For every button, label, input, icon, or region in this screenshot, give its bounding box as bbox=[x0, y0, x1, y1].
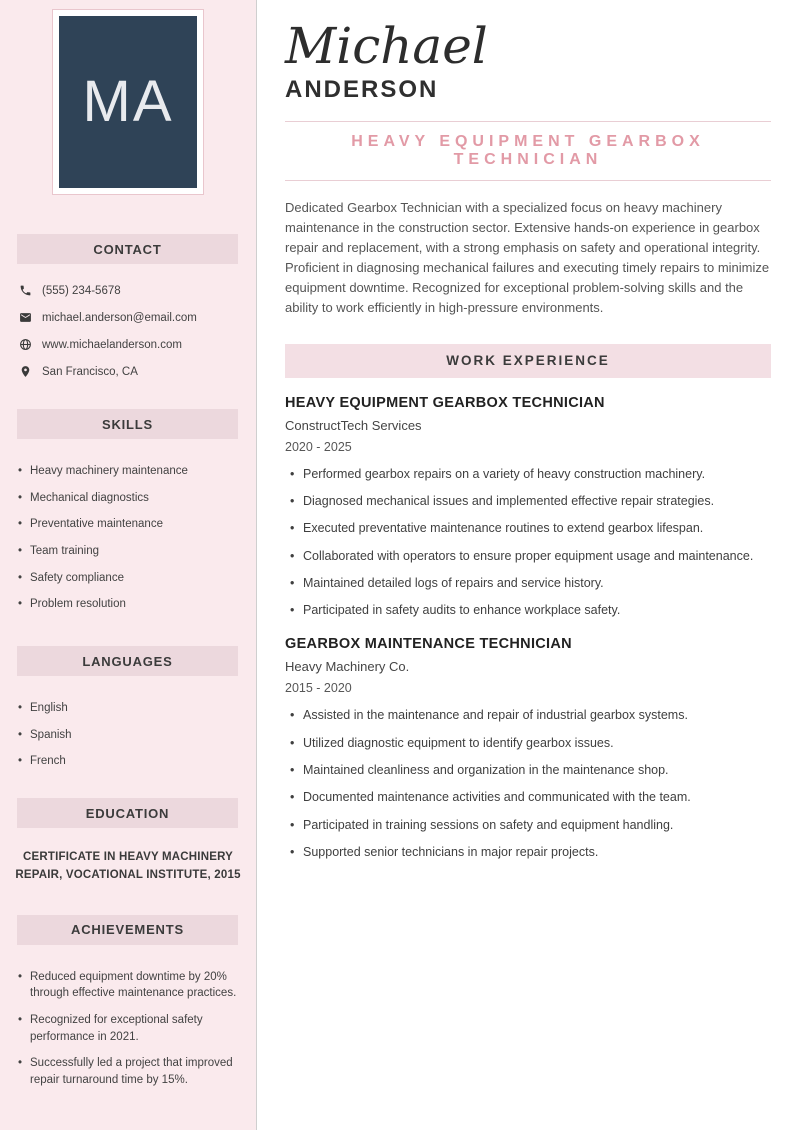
contact-phone-text: (555) 234-5678 bbox=[42, 284, 121, 297]
job-title: HEAVY EQUIPMENT GEARBOX TECHNICIAN bbox=[285, 394, 605, 411]
job-bullet: • Diagnosed mechanical issues and implemented effective repair strategies. bbox=[303, 493, 771, 510]
globe-icon bbox=[19, 338, 32, 351]
contact-location-text: San Francisco, CA bbox=[42, 365, 138, 378]
achievement-item: • Recognized for exceptional safety performance in 2021. bbox=[30, 1012, 242, 1045]
job-bullet: • Executed preventative maintenance routines to extend gearbox lifespan. bbox=[303, 520, 771, 537]
skill-item: • Heavy machinery maintenance bbox=[30, 463, 242, 480]
job-entry bbox=[285, 395, 771, 620]
skill-item: • Mechanical diagnostics bbox=[30, 490, 242, 507]
job-bullet: • Maintained detailed logs of repairs and service history. bbox=[303, 575, 771, 592]
job-company: Heavy Machinery Co. bbox=[285, 659, 410, 675]
skill-item: • Team training bbox=[30, 543, 242, 560]
divider bbox=[285, 180, 771, 181]
first-name: Michael bbox=[285, 17, 488, 75]
job-bullet: • Documented maintenance activities and communicated with the team. bbox=[303, 789, 771, 806]
language-item: • French bbox=[30, 753, 242, 770]
skills-list bbox=[0, 463, 256, 613]
achievements-section-header: ACHIEVEMENTS bbox=[17, 915, 238, 945]
email-icon bbox=[19, 311, 32, 324]
achievement-item: • Reduced equipment downtime by 20% through effective maintenance practices. bbox=[30, 969, 242, 1002]
contact-website-text: www.michaelanderson.com bbox=[42, 338, 182, 351]
sidebar bbox=[0, 0, 257, 1130]
job-company: ConstructTech Services bbox=[285, 417, 422, 433]
avatar bbox=[52, 9, 204, 195]
job-entry bbox=[285, 636, 771, 861]
education-entry: CERTIFICATE IN HEAVY MACHINERY REPAIR, VOCATIONAL INSTITUTE, 2015 bbox=[15, 851, 241, 881]
skill-item: • Preventative maintenance bbox=[30, 516, 242, 533]
role-title: HEAVY EQUIPMENT GEARBOX TECHNICIAN bbox=[351, 132, 705, 168]
contact-item-location bbox=[19, 365, 248, 378]
job-bullet: • Utilized diagnostic equipment to identify gearbox issues. bbox=[303, 735, 771, 752]
job-dates: 2020 - 2025 bbox=[285, 439, 352, 454]
last-name: ANDERSON bbox=[285, 75, 439, 103]
language-item: • Spanish bbox=[30, 727, 242, 744]
languages-section-header: LANGUAGES bbox=[17, 646, 238, 676]
contact-item-email bbox=[19, 311, 248, 324]
skill-item: • Problem resolution bbox=[30, 596, 242, 613]
job-bullet: • Supported senior technicians in major repair projects. bbox=[303, 844, 771, 861]
job-title: GEARBOX MAINTENANCE TECHNICIAN bbox=[285, 636, 572, 653]
summary-paragraph: Dedicated Gearbox Technician with a specialized focus on heavy machinery maintenance in the construction sector. Extensive hands-on experience in gearbox repair and replacement, with a strong emphasis on safety and operational integrity. Proficient in diagnosing mechanical failures and executing timely repairs to minimize equipment downtime. Recognized for exceptional problem-solving skills and the ability to work efficiently in high-pressure environments. bbox=[285, 199, 770, 315]
job-bullet-list bbox=[285, 707, 771, 861]
contact-item-phone bbox=[19, 284, 248, 297]
work-experience-header: WORK EXPERIENCE bbox=[285, 344, 771, 378]
job-dates: 2015 - 2020 bbox=[285, 681, 352, 696]
skill-item: • Safety compliance bbox=[30, 570, 242, 587]
contact-list bbox=[0, 284, 256, 378]
job-bullet-list bbox=[285, 466, 771, 620]
job-bullet: • Assisted in the maintenance and repair of industrial gearbox systems. bbox=[303, 707, 771, 724]
languages-list bbox=[0, 700, 256, 770]
main-content bbox=[257, 0, 800, 1130]
job-bullet: • Participated in safety audits to enhance workplace safety. bbox=[303, 602, 771, 619]
achievement-item: • Successfully led a project that improved repair turnaround time by 15%. bbox=[30, 1055, 242, 1088]
job-bullet: • Maintained cleanliness and organization in the maintenance shop. bbox=[303, 762, 771, 779]
avatar-initials: MA bbox=[82, 69, 174, 134]
job-bullet: • Participated in training sessions on safety and equipment handling. bbox=[303, 817, 771, 834]
contact-section-header: CONTACT bbox=[17, 234, 238, 264]
language-item: • English bbox=[30, 700, 242, 717]
contact-email-text: michael.anderson@email.com bbox=[42, 311, 197, 324]
skills-section-header: SKILLS bbox=[17, 409, 238, 439]
phone-icon bbox=[19, 284, 32, 297]
avatar-background bbox=[59, 16, 197, 188]
location-icon bbox=[19, 365, 32, 378]
contact-item-website bbox=[19, 338, 248, 351]
achievements-list bbox=[0, 969, 256, 1089]
education-section-header: EDUCATION bbox=[17, 798, 238, 828]
job-bullet: • Performed gearbox repairs on a variety of heavy construction machinery. bbox=[303, 466, 771, 483]
job-bullet: • Collaborated with operators to ensure proper equipment usage and maintenance. bbox=[303, 548, 771, 565]
divider bbox=[285, 121, 771, 122]
